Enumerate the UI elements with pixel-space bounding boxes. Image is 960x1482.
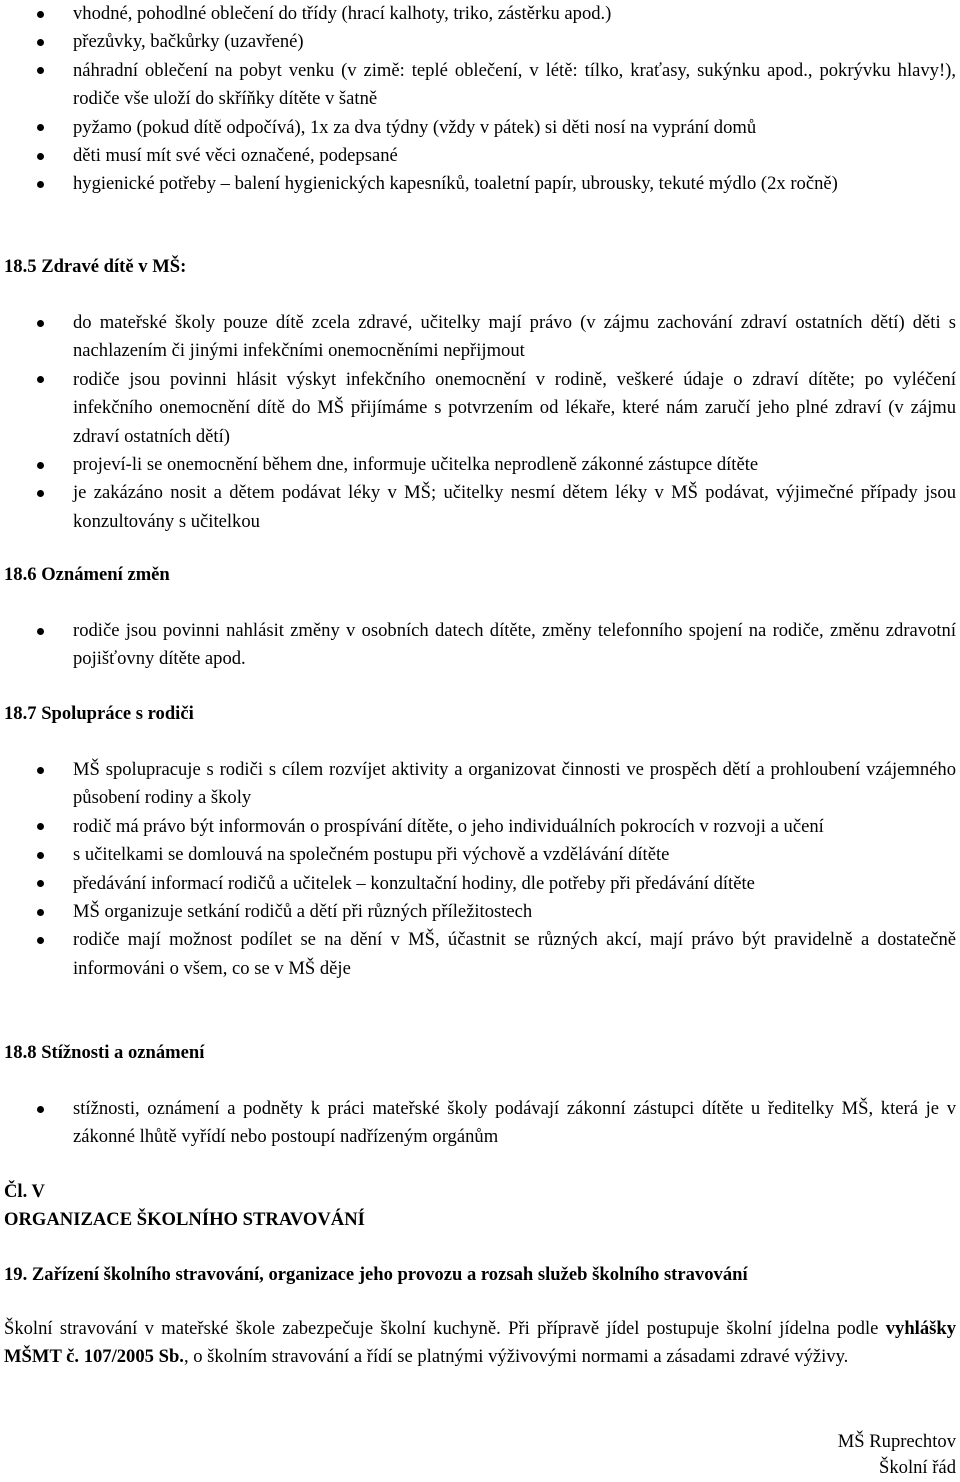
- catering-text-part1: Školní stravování v mateřské škole zabezpečuje školní kuchyně. Při přípravě jídel postupuje školní jídelna podle: [4, 1318, 886, 1339]
- catering-paragraph: [4, 1315, 956, 1371]
- list-item: stížnosti, oznámení a podněty k práci mateřské školy podávají zákonní zástupci dítěte u ředitelky MŠ, která je v zákonné lhůtě vyřídí nebo postoupí nadřízeným orgánům: [0, 1095, 960, 1152]
- list-item: do mateřské školy pouze dítě zcela zdravé, učitelky mají právo (v zájmu zachování zdraví ostatních dětí) děti s nachlazením či jinými infekčními onemocněními nepřijmout: [0, 309, 960, 366]
- list-item: rodiče mají možnost podílet se na dění v MŠ, účastnit se různých akcí, mají právo být pravidelně a dostatečně informováni o všem, co se v MŠ děje: [0, 926, 960, 983]
- complaints-list: [0, 1095, 960, 1152]
- list-item: hygienické potřeby – balení hygienických kapesníků, toaletní papír, ubrousky, tekuté mýdlo (2x ročně): [0, 170, 960, 198]
- list-item: předávání informací rodičů a učitelek – konzultační hodiny, dle potřeby při předávání dítěte: [0, 870, 960, 898]
- list-item: MŠ organizuje setkání rodičů a dětí při různých příležitostech: [0, 898, 960, 926]
- list-item: s učitelkami se domlouvá na společném postupu při výchově a vzdělávání dítěte: [0, 841, 960, 869]
- changes-list: [0, 617, 960, 674]
- section-heading-19: 19. Zařízení školního stravování, organizace jeho provozu a rozsah služeb školního stravování: [4, 1264, 748, 1285]
- list-item: je zakázáno nosit a dětem podávat léky v MŠ; učitelky nesmí dětem léky v MŠ podávat, výjimečné případy jsou konzultovány s učitelkou: [0, 479, 960, 536]
- list-item: MŠ spolupracuje s rodiči s cílem rozvíjet aktivity a organizovat činnosti ve prospěch dětí a prohloubení vzájemného působení rodiny a školy: [0, 756, 960, 813]
- list-item: vhodné, pohodlné oblečení do třídy (hrací kalhoty, triko, zástěrku apod.): [0, 0, 960, 28]
- list-item: děti musí mít své věci označené, podepsané: [0, 142, 960, 170]
- catering-text-part2: , o školním stravování a řídí se platnými výživovými normami a zásadami zdravé výživy.: [183, 1346, 849, 1368]
- section-heading-18-8: 18.8 Stížnosti a oznámení: [4, 1042, 205, 1063]
- catering-regulation: vyhlášky MŠMT č. 107/2005 Sb.: [4, 1318, 956, 1368]
- section-heading-18-7: 18.7 Spolupráce s rodiči: [4, 703, 194, 724]
- list-item: projeví-li se onemocnění během dne, informuje učitelka neprodleně zákonné zástupce dítěte: [0, 451, 960, 479]
- healthy-child-list: [0, 309, 960, 536]
- list-item: rodič má právo být informován o prospívání dítěte, o jeho individuálních pokrocích v rozvoji a učení: [0, 813, 960, 841]
- list-item: náhradní oblečení na pobyt venku (v zimě: teplé oblečení, v létě: tílko, kraťasy, sukýnku apod., pokrývku hlavy!), rodiče vše uloží do skříňky dítěte v šatně: [0, 57, 960, 114]
- list-item: rodiče jsou povinni nahlásit změny v osobních datech dítěte, změny telefonního spojení na rodiče, změnu zdravotní pojišťovny dítěte apod.: [0, 617, 960, 674]
- list-item: přezůvky, bačkůrky (uzavřené): [0, 28, 960, 56]
- list-item: rodiče jsou povinni hlásit výskyt infekčního onemocnění v rodině, veškeré údaje o zdraví dítěte; po vyléčení infekčního onemocnění dítě do MŠ přijímáme s potvrzením od lékaře, které nám zaručí jeho plné zdraví (v zájmu zdraví ostatních dětí): [0, 366, 960, 451]
- cooperation-list: [0, 756, 960, 983]
- section-heading-18-6: 18.6 Oznámení změn: [4, 564, 170, 585]
- list-item: pyžamo (pokud dítě odpočívá), 1x za dva týdny (vždy v pátek) si děti nosí na vyprání domů: [0, 114, 960, 142]
- chapter-title: ORGANIZACE ŠKOLNÍHO STRAVOVÁNÍ: [4, 1209, 365, 1230]
- chapter-number: Čl. V: [4, 1181, 45, 1202]
- section-heading-18-5: 18.5 Zdravé dítě v MŠ:: [4, 256, 187, 277]
- clothing-list: [0, 0, 960, 199]
- footer-school-name: MŠ Ruprechtov: [837, 1431, 956, 1452]
- footer-document-name: Školní řád: [879, 1457, 956, 1478]
